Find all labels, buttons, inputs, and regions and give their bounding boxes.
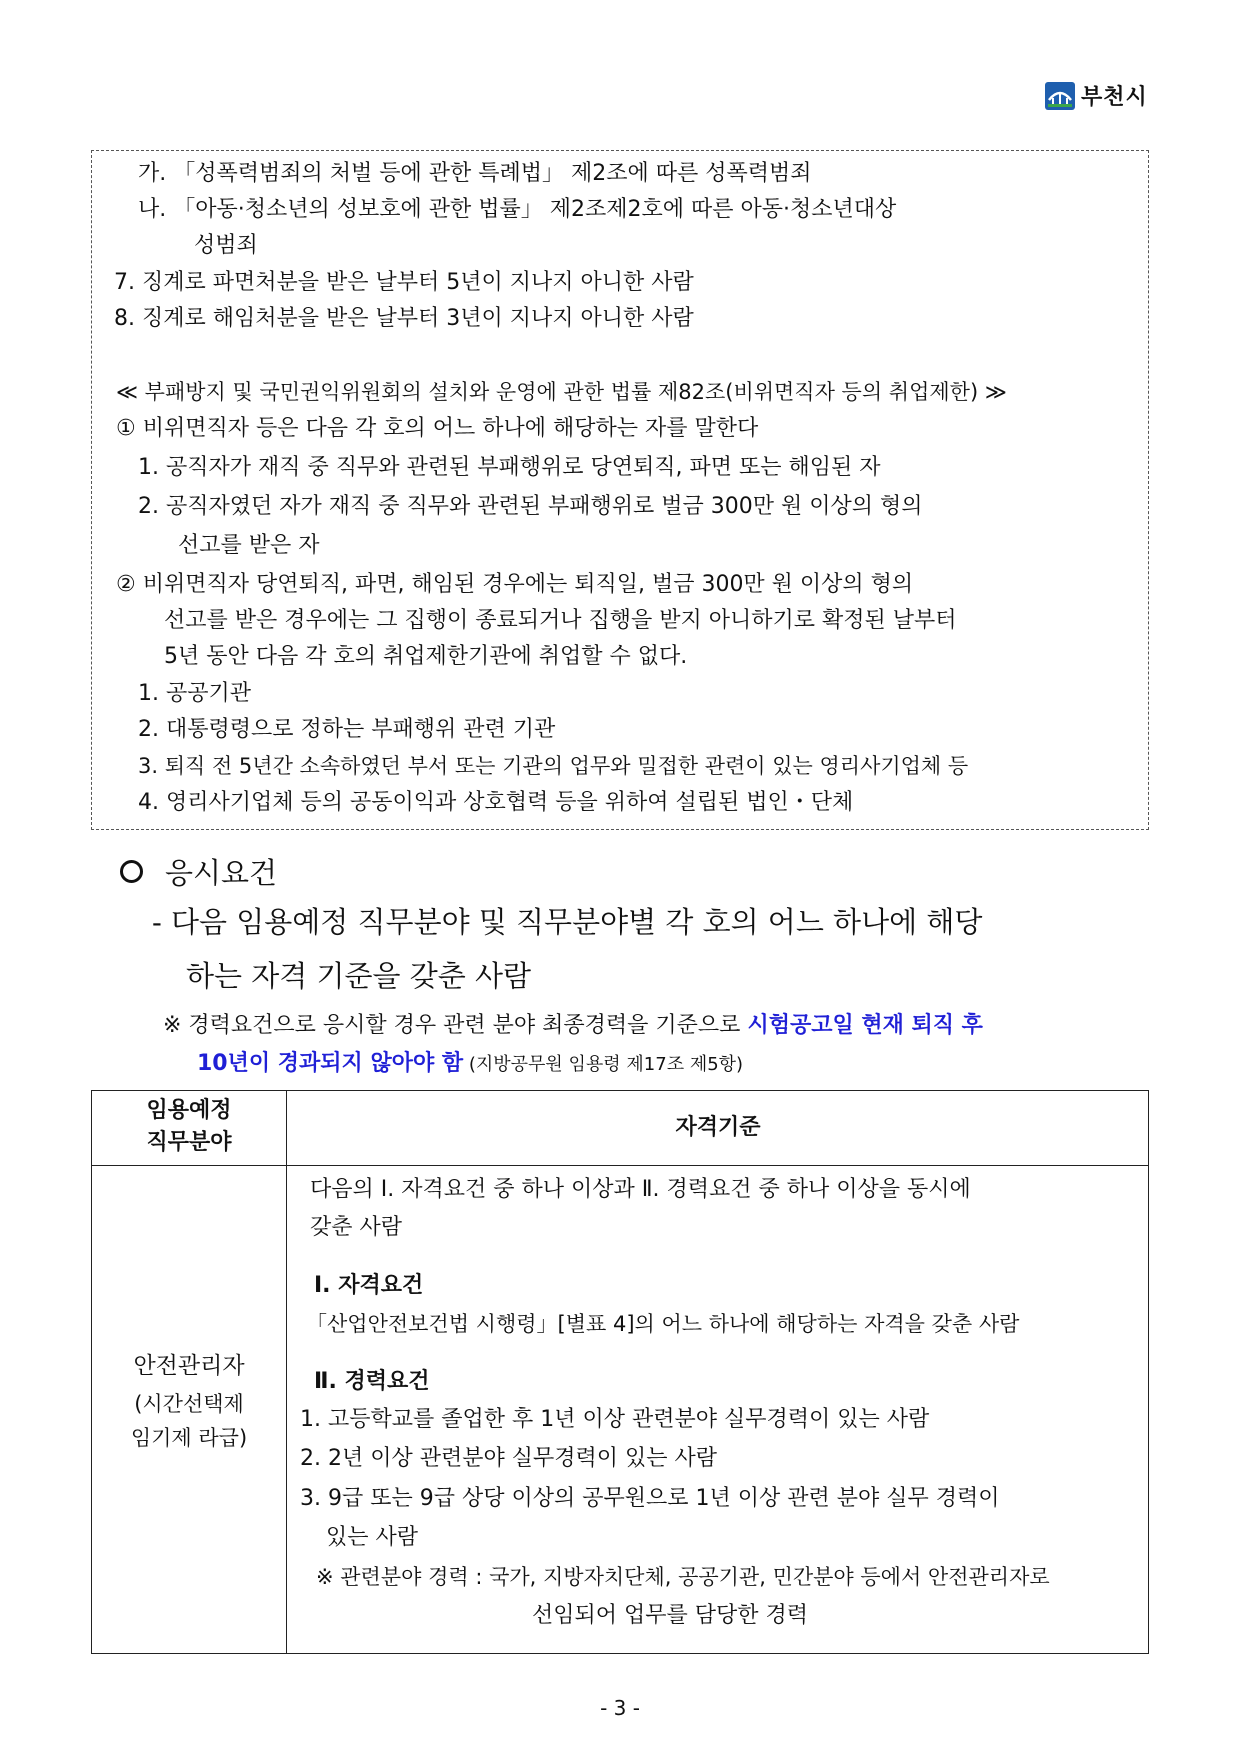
box-line: ① 비위면직자 등은 다음 각 호의 어느 하나에 해당하는 자를 말한다 — [116, 416, 759, 441]
note-highlight: 시험공고일 현재 퇴직 후 — [747, 1013, 983, 1038]
box-line: 가. 「성폭력범죄의 처벌 등에 관한 특례법」 제2조에 따른 성폭력범죄 — [138, 161, 812, 186]
box-line: 나. 「아동·청소년의 성보호에 관한 법률」 제2조제2호에 따른 아동·청소년대상 — [138, 197, 897, 222]
section-description: - 다음 임용예정 직무분야 및 직무분야별 각 호의 어느 하나에 해당 — [152, 905, 983, 939]
city-emblem-icon — [1045, 82, 1075, 110]
criteria-intro: 다음의 Ⅰ. 자격요건 중 하나 이상과 Ⅱ. 경력요건 중 하나 이상을 동시에 — [310, 1177, 971, 1202]
table-divider — [92, 1165, 1148, 1166]
career-title: Ⅱ. 경력요건 — [314, 1369, 430, 1394]
note-highlight-cont: 10년이 경과되지 않아야 함 — [197, 1051, 464, 1076]
circle-bullet-icon — [120, 860, 143, 883]
career-item: 1. 고등학교를 졸업한 후 1년 이상 관련분야 실무경력이 있는 사람 — [300, 1407, 930, 1432]
table-divider — [286, 1091, 287, 1653]
page-number: - 3 - — [600, 1696, 640, 1720]
box-line: 2. 공직자였던 자가 재직 중 직무와 관련된 부패행위로 벌금 300만 원 이상의 형의 — [138, 494, 923, 519]
box-line: 3. 퇴직 전 5년간 소속하였던 부서 또는 기관의 업무와 밀접한 관련이 있는 영리사기업체 등 — [138, 754, 969, 778]
field-type: 임기제 라급) — [130, 1426, 248, 1450]
section-description-cont: 하는 자격 기준을 갖춘 사람 — [186, 959, 532, 993]
qualification-table — [91, 1090, 1149, 1654]
note-prefix: ※ 경력요건으로 응시할 경우 관련 분야 최종경력을 기준으로 — [163, 1013, 748, 1038]
qualification-text: 「산업안전보건법 시행령」[별표 4]의 어느 하나에 해당하는 자격을 갖춘 사람 — [306, 1312, 1020, 1336]
career-note: ※ 관련분야 경력 : 국가, 지방자치단체, 공공기관, 민간분야 등에서 안전관리자로 — [316, 1565, 1050, 1589]
career-item: 있는 사람 — [326, 1525, 419, 1550]
box-line: 성범죄 — [194, 233, 258, 258]
career-item: 3. 9급 또는 9급 상당 이상의 공무원으로 1년 이상 관련 분야 실무 경력이 — [300, 1486, 1000, 1511]
legal-reference-box — [91, 150, 1149, 830]
box-line: 선고를 받은 경우에는 그 집행이 종료되거나 집행을 받지 아니하기로 확정된 날부터 — [164, 608, 957, 633]
note-reference: (지방공무원 임용령 제17조 제5항) — [463, 1054, 744, 1075]
logo-text: 부천시 — [1081, 85, 1148, 110]
box-line: 1. 공공기관 — [138, 681, 251, 706]
box-line: 2. 대통령령으로 정하는 부패행위 관련 기관 — [138, 717, 556, 742]
career-note — [163, 1010, 983, 1042]
field-type: (시간선택제 — [134, 1392, 244, 1416]
header-field: 임용예정 직무분야 — [146, 1098, 232, 1155]
qualification-title: Ⅰ. 자격요건 — [314, 1273, 424, 1298]
box-line: 5년 동안 다음 각 호의 취업제한기관에 취업할 수 없다. — [164, 644, 688, 669]
law-title: ≪ 부패방지 및 국민권익위원회의 설치와 운영에 관한 법률 제82조(비위면직자 등의 취업제한) ≫ — [116, 380, 1007, 404]
section-title-text: 응시요건 — [165, 856, 278, 890]
box-line: 7. 징계로 파면처분을 받은 날부터 5년이 지나지 아니한 사람 — [114, 270, 694, 295]
box-line: 선고를 받은 자 — [178, 533, 320, 558]
header-criteria: 자격기준 — [675, 1115, 761, 1140]
box-line: 1. 공직자가 재직 중 직무와 관련된 부패행위로 당연퇴직, 파면 또는 해임된 자 — [138, 455, 881, 480]
section-title — [120, 851, 277, 892]
box-line: 8. 징계로 해임처분을 받은 날부터 3년이 지나지 아니한 사람 — [114, 306, 694, 331]
career-note: 선임되어 업무를 담당한 경력 — [532, 1603, 809, 1628]
career-note-cont — [197, 1048, 743, 1081]
box-line: ② 비위면직자 당연퇴직, 파면, 해임된 경우에는 퇴직일, 벌금 300만 원 이상의 형의 — [116, 572, 914, 597]
career-item: 2. 2년 이상 관련분야 실무경력이 있는 사람 — [300, 1446, 717, 1471]
criteria-intro: 갖춘 사람 — [310, 1215, 403, 1240]
bucheon-logo — [1045, 80, 1148, 111]
field-name: 안전관리자 — [133, 1353, 245, 1379]
box-line: 4. 영리사기업체 등의 공동이익과 상호협력 등을 위하여 설립된 법인・단체 — [138, 790, 854, 815]
